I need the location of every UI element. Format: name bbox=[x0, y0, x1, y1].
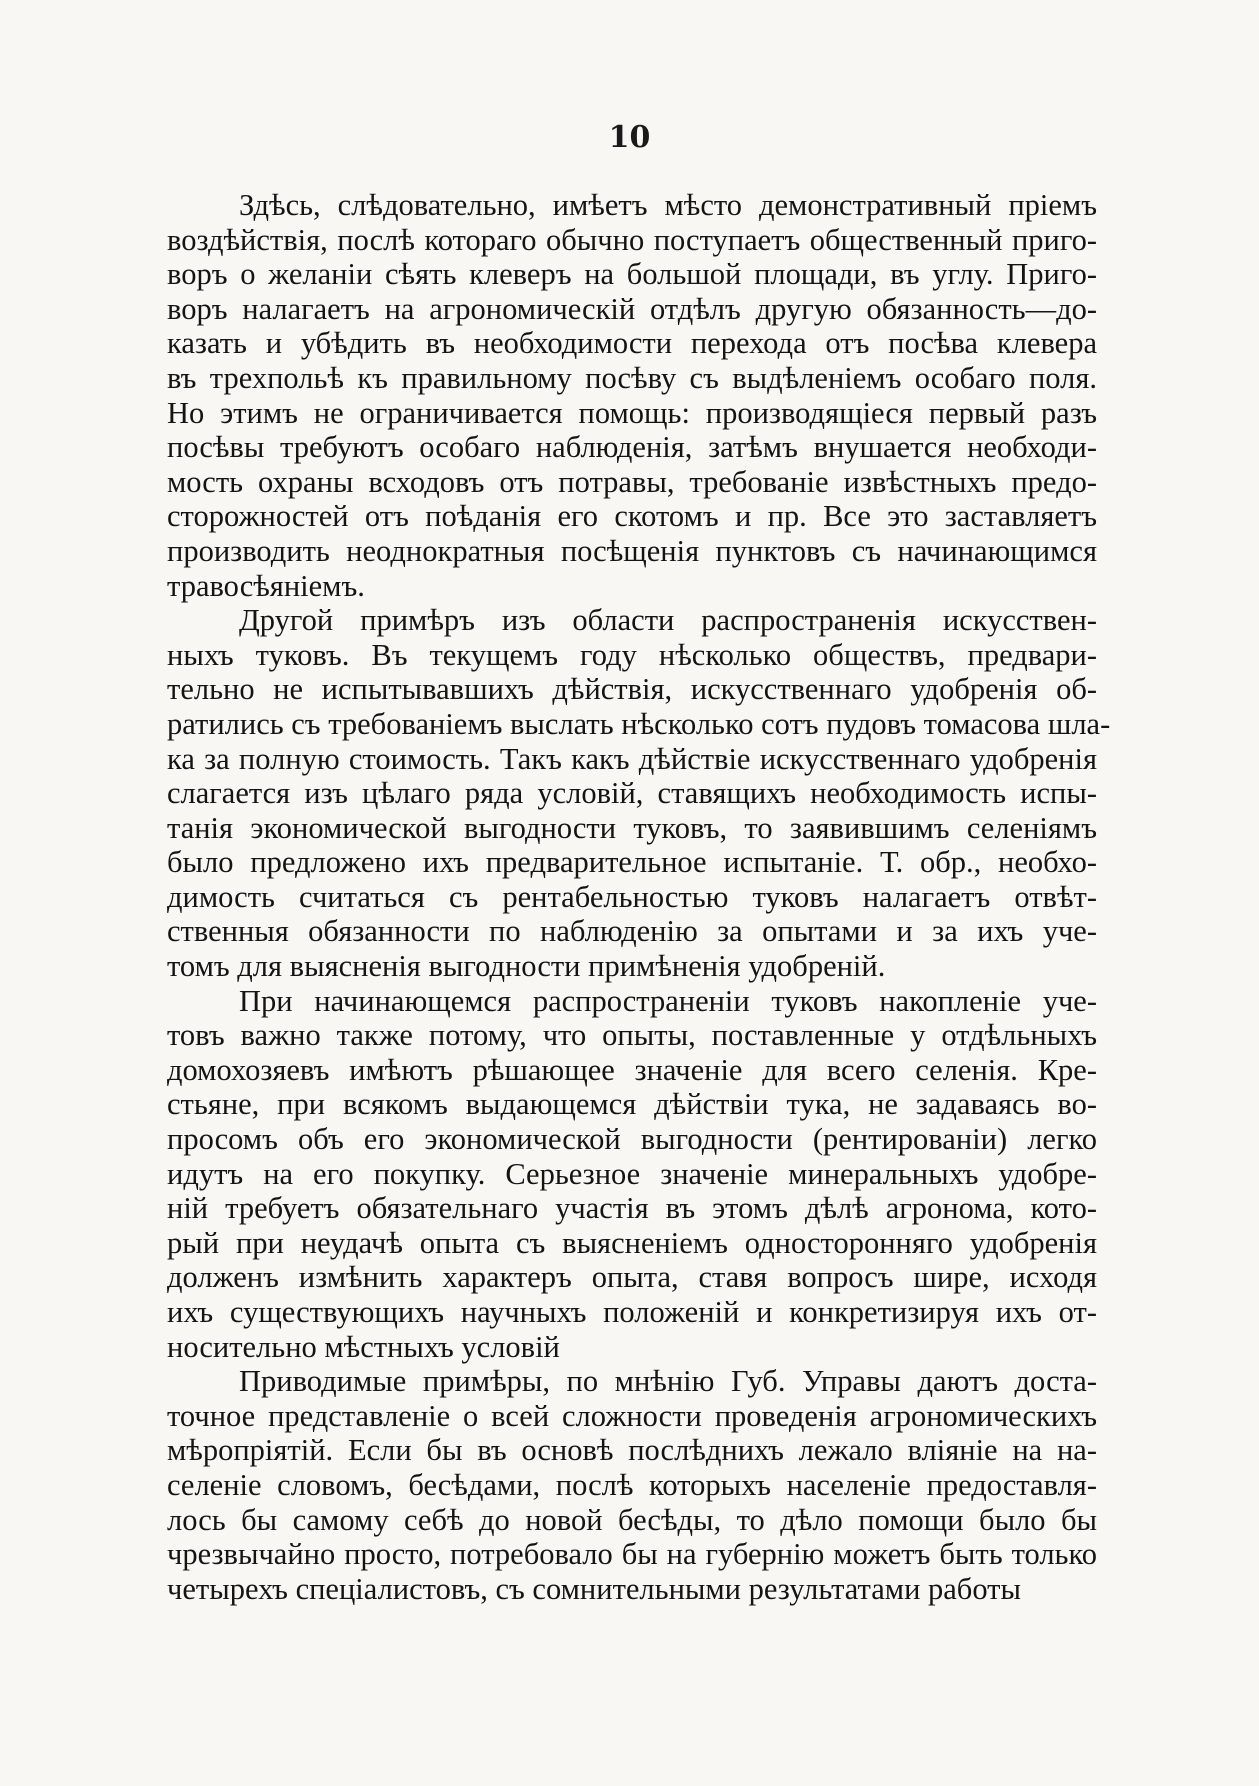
text-line: долженъ измѣнить характеръ опыта, ставя вопросъ шире, исходя bbox=[167, 1260, 1097, 1295]
text-line: Приводимые примѣры, по мнѣнію Губ. Управы даютъ доста- bbox=[239, 1364, 1097, 1399]
text-line: мѣропріятій. Если бы въ основѣ послѣднихъ лежало вліяніе на на- bbox=[167, 1433, 1097, 1468]
text-line: ныхъ туковъ. Въ текущемъ году нѣсколько обществъ, предвари- bbox=[167, 637, 1097, 672]
text-line: идутъ на его покупку. Серьезное значеніе минеральныхъ удобре- bbox=[167, 1156, 1097, 1191]
text-line: ній требуетъ обязательнаго участія въ этомъ дѣлѣ агронома, кото- bbox=[167, 1191, 1097, 1226]
text-line: танія экономической выгодности туковъ, то заявившимъ селеніямъ bbox=[167, 810, 1097, 845]
text-line: казать и убѣдить въ необходимости перехода отъ посѣва клевера bbox=[167, 326, 1097, 361]
text-line: просомъ объ его экономической выгодности (рентированіи) легко bbox=[167, 1122, 1097, 1157]
text-line: товъ важно также потому, что опыты, поставленные у отдѣльныхъ bbox=[167, 1018, 1097, 1053]
text-line: Другой примѣръ изъ области распространенія искусствен- bbox=[239, 603, 1097, 638]
text-line: производить неоднократныя посѣщенія пунктовъ съ начинающимся bbox=[167, 533, 1097, 568]
text-line: воръ о желаніи сѣять клеверъ на большой площади, въ углу. Приго- bbox=[167, 257, 1097, 292]
paragraph bbox=[167, 188, 1097, 603]
text-line: Но этимъ не ограничивается помощь: производящіеся первый разъ bbox=[167, 395, 1097, 430]
text-line: стьяне, при всякомъ выдающемся дѣйствіи тука, не задаваясь во- bbox=[167, 1087, 1097, 1122]
text-line: ихъ существующихъ научныхъ положеній и конкретизируя ихъ от- bbox=[167, 1295, 1097, 1329]
text-line: сторожностей отъ поѣданія его скотомъ и пр. Все это заставляетъ bbox=[167, 499, 1097, 534]
page-number: 10 bbox=[608, 120, 651, 155]
text-line: посѣвы требуютъ особаго наблюденія, затѣмъ внушается необходи- bbox=[167, 430, 1097, 465]
text-line: ственныя обязанности по наблюденію за опытами и за ихъ уче- bbox=[167, 914, 1097, 949]
text-line: слагается изъ цѣлаго ряда условій, ставящихъ необходимость испы- bbox=[167, 776, 1097, 811]
text-line: рый при неудачѣ опыта съ выясненіемъ односторонняго удобренія bbox=[167, 1225, 1097, 1260]
text-line: носительно мѣстныхъ условій bbox=[167, 1329, 560, 1364]
text-line: было предложено ихъ предварительное испытаніе. Т. обр., необхо- bbox=[167, 845, 1097, 880]
text-line: воръ налагаетъ на агрономическій отдѣлъ другую обязанность—до- bbox=[167, 291, 1097, 326]
text-line: томъ для выясненія выгодности примѣненія удобреній. bbox=[167, 949, 886, 984]
paragraph bbox=[167, 1364, 1097, 1606]
text-line: лось бы самому себѣ до новой бесѣды, то дѣло помощи было бы bbox=[167, 1502, 1097, 1537]
text-line: домохозяевъ имѣютъ рѣшающее значеніе для всего селенія. Кре- bbox=[167, 1052, 1097, 1087]
text-line: травосѣяніемъ. bbox=[167, 568, 365, 603]
text-line: ратились съ требованіемъ выслать нѣсколько сотъ пудовъ томасова шла- bbox=[167, 706, 1111, 741]
text-line: точное представленіе о всей сложности проведенія агрономическихъ bbox=[167, 1398, 1097, 1433]
text-line: ка за полную стоимость. Такъ какъ дѣйствіе искусственнаго удобренія bbox=[167, 741, 1097, 776]
text-line: чрезвычайно просто, потребовало бы на губернію можетъ быть только bbox=[167, 1537, 1097, 1572]
text-line: тельно не испытывавшихъ дѣйствія, искусственнаго удобренія об- bbox=[167, 672, 1097, 707]
text-line: Здѣсь, слѣдовательно, имѣетъ мѣсто демонстративный пріемъ bbox=[239, 188, 1097, 222]
text-line: При начинающемся распространеніи туковъ накопленіе учe- bbox=[239, 983, 1097, 1018]
text-line: мость охраны всходовъ отъ потравы, требованіе извѣстныхъ предо- bbox=[167, 464, 1097, 499]
paragraph bbox=[167, 603, 1111, 984]
text-line: въ трехпольѣ къ правильному посѣву съ выдѣленіемъ особаго поля. bbox=[167, 360, 1097, 395]
text-line: димость считаться съ рентабельностью туковъ налагаетъ отвѣт- bbox=[167, 879, 1097, 914]
text-line: селеніе словомъ, бесѣдами, послѣ которыхъ населеніе предоставля- bbox=[167, 1467, 1097, 1502]
text-line: четырехъ спеціалистовъ, съ сомнительными результатами работы bbox=[167, 1571, 1021, 1606]
body-text bbox=[167, 188, 1111, 1606]
paragraph bbox=[167, 984, 1097, 1365]
text-line: воздѣйствія, послѣ котораго обычно поступаетъ общественный приго- bbox=[167, 222, 1097, 257]
